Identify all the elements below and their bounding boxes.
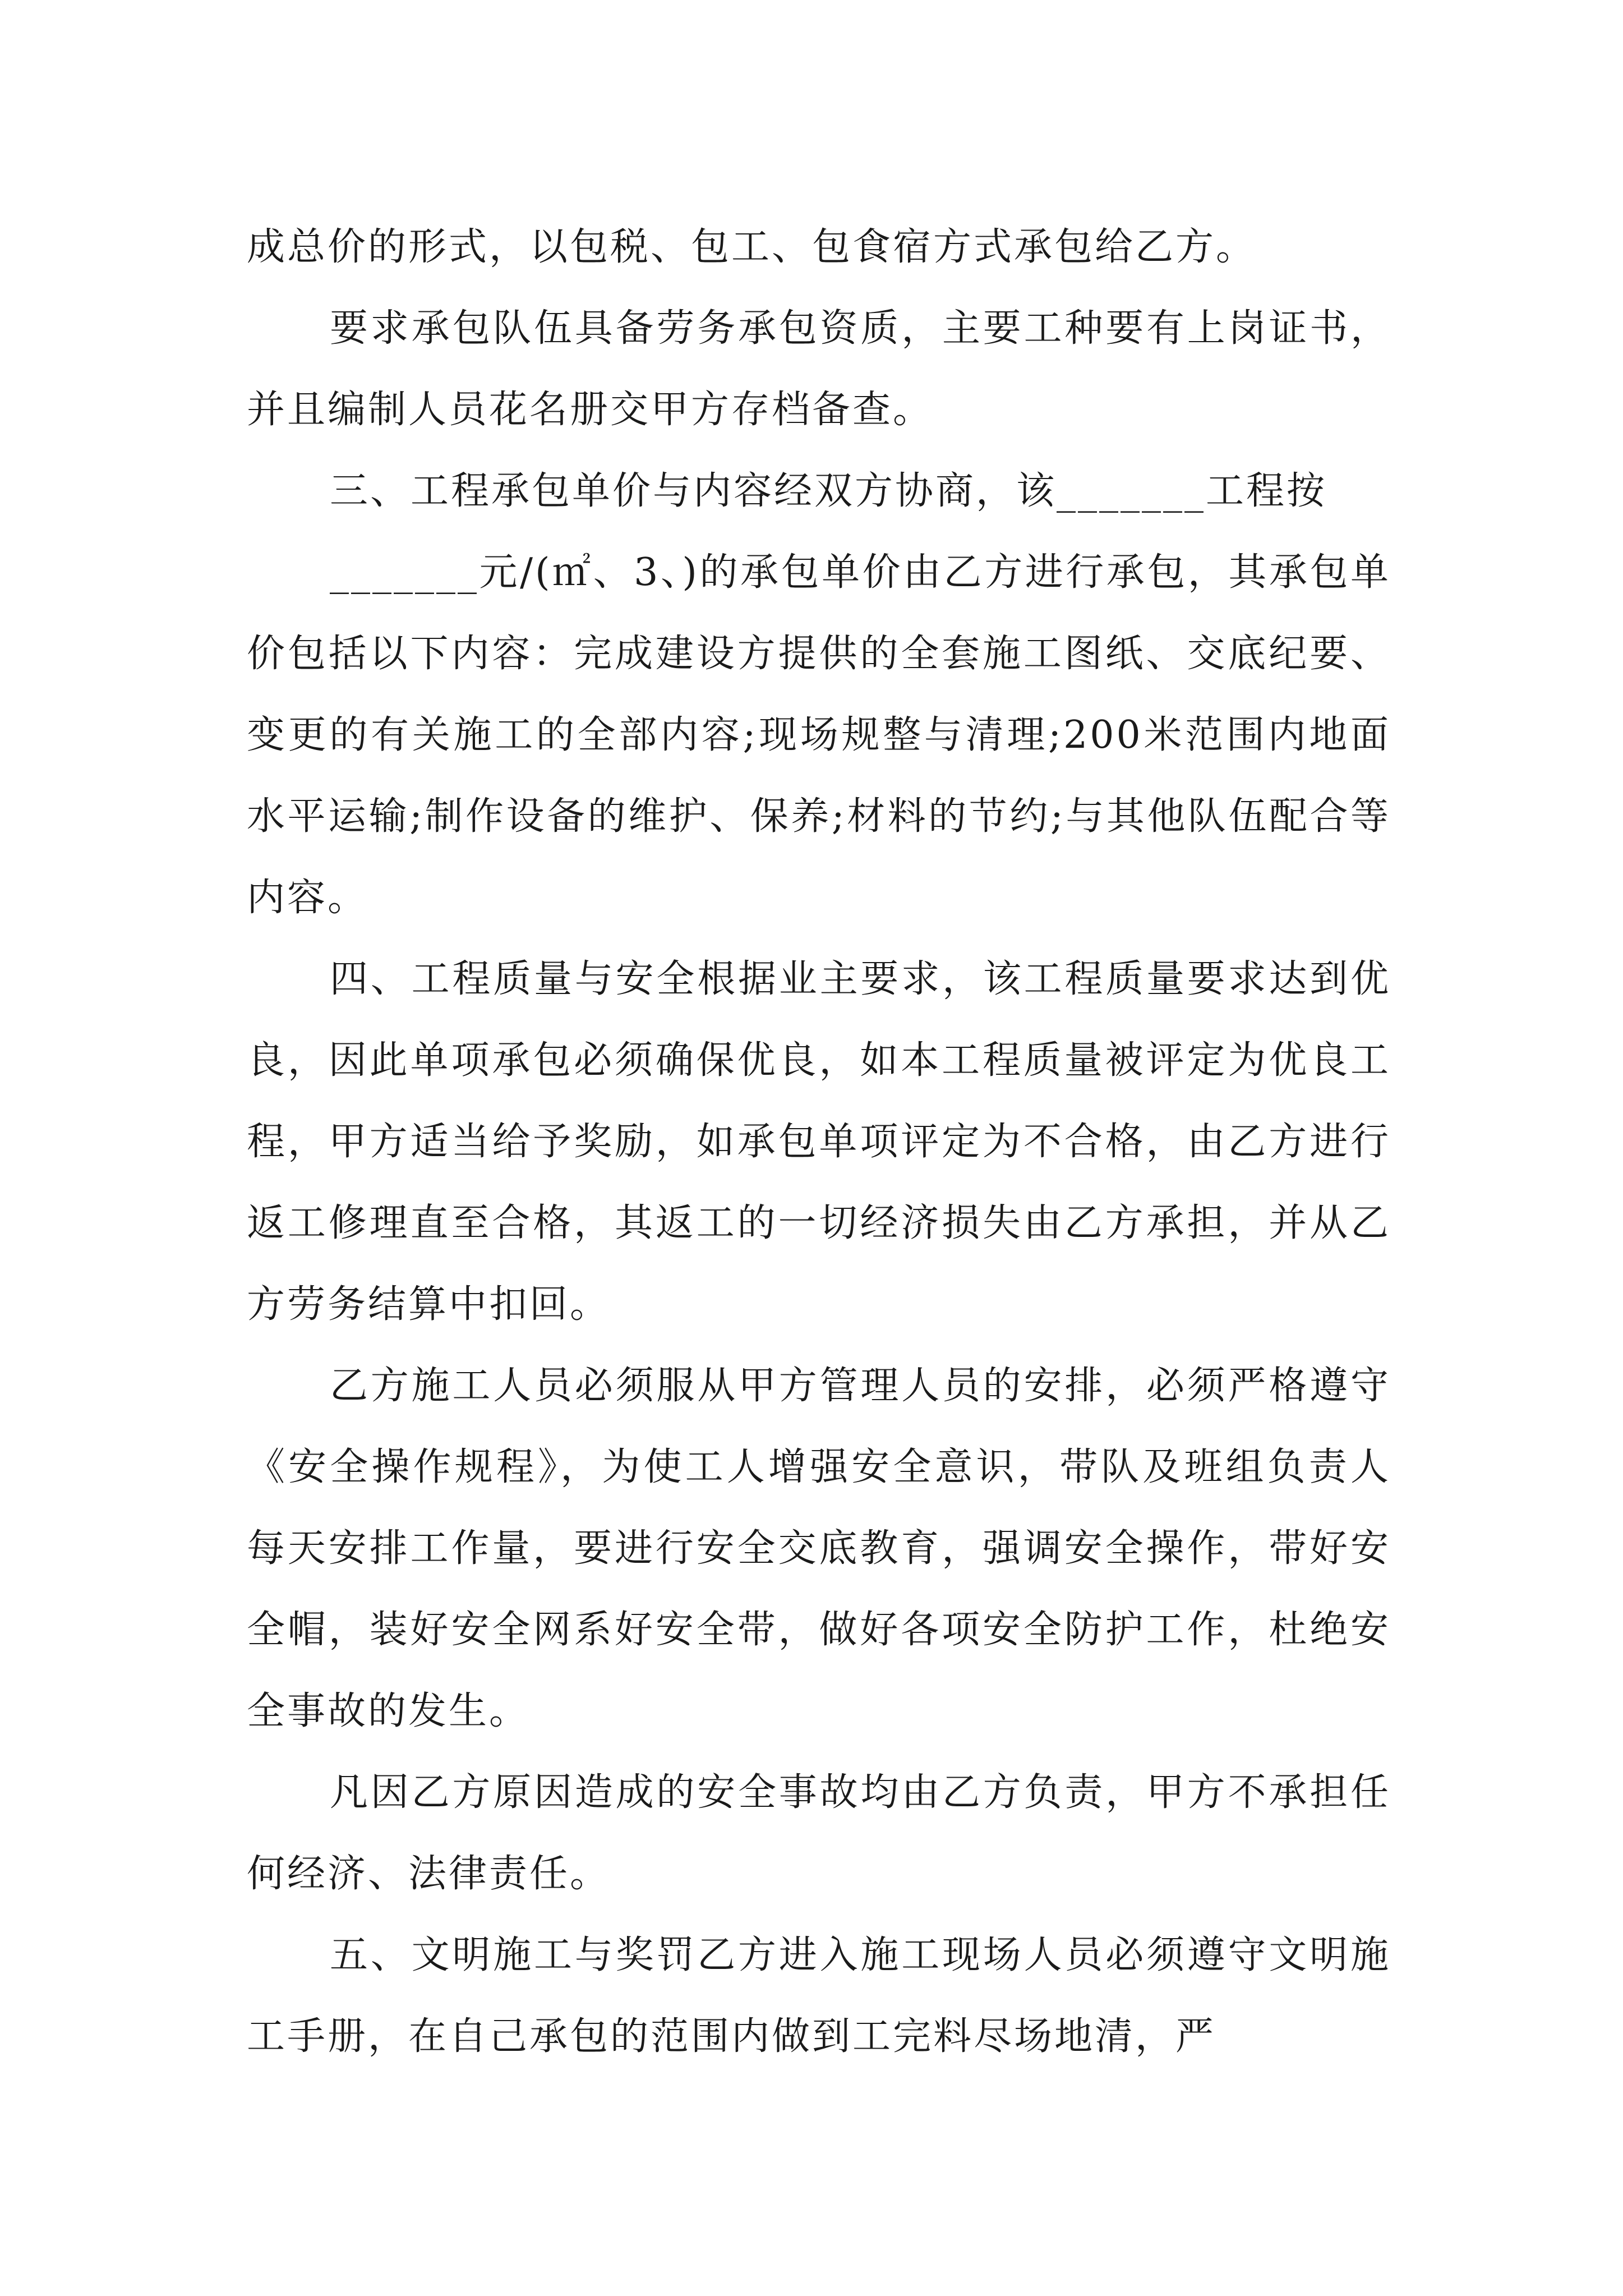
document-body	[247, 206, 1391, 2077]
paragraph-safety-rules: 乙方施工人员必须服从甲方管理人员的安排，必须严格遵守《安全操作规程》，为使工人增强安全意识，带队及班组负责人每天安排工作量，要进行安全交底教育，强调安全操作，带好安全帽，装好安全网系好安全带，做好各项安全防护工作，杜绝安全事故的发生。	[247, 1364, 1391, 1733]
paragraph-safety-liability: 凡因乙方原因造成的安全事故均由乙方负责，甲方不承担任何经济、法律责任。	[247, 1770, 1391, 1896]
paragraph-section-5-civilized: 五、文明施工与奖罚乙方进入施工现场人员必须遵守文明施工手册，在自己承包的范围内做到工完料尽场地清，严	[247, 1933, 1391, 2059]
paragraph-continuation: 成总价的形式，以包税、包工、包食宿方式承包给乙方。	[247, 225, 1257, 269]
paragraph-section-3-content: _______元/(㎡、3、)的承包单价由乙方进行承包，其承包单价包括以下内容：完成建设方提供的全套施工图纸、交底纪要、变更的有关施工的全部内容;现场规整与清理;200米范围内地面水平运输;制作设备的维护、保养;材料的节约;与其他队伍配合等内容。	[247, 550, 1391, 920]
paragraph-section-4-quality: 四、工程质量与安全根据业主要求，该工程质量要求达到优良，因此单项承包必须确保优良，如本工程质量被评定为优良工程，甲方适当给予奖励，如承包单项评定为不合格，由乙方进行返工修理直至合格，其返工的一切经济损失由乙方承担，并从乙方劳务结算中扣回。	[247, 957, 1391, 1327]
paragraph-section-3-heading: 三、工程承包单价与内容经双方协商，该_______工程按	[330, 469, 1327, 513]
paragraph-qualification: 要求承包队伍具备劳务承包资质，主要工种要有上岗证书，并且编制人员花名册交甲方存档备查。	[247, 306, 1391, 432]
